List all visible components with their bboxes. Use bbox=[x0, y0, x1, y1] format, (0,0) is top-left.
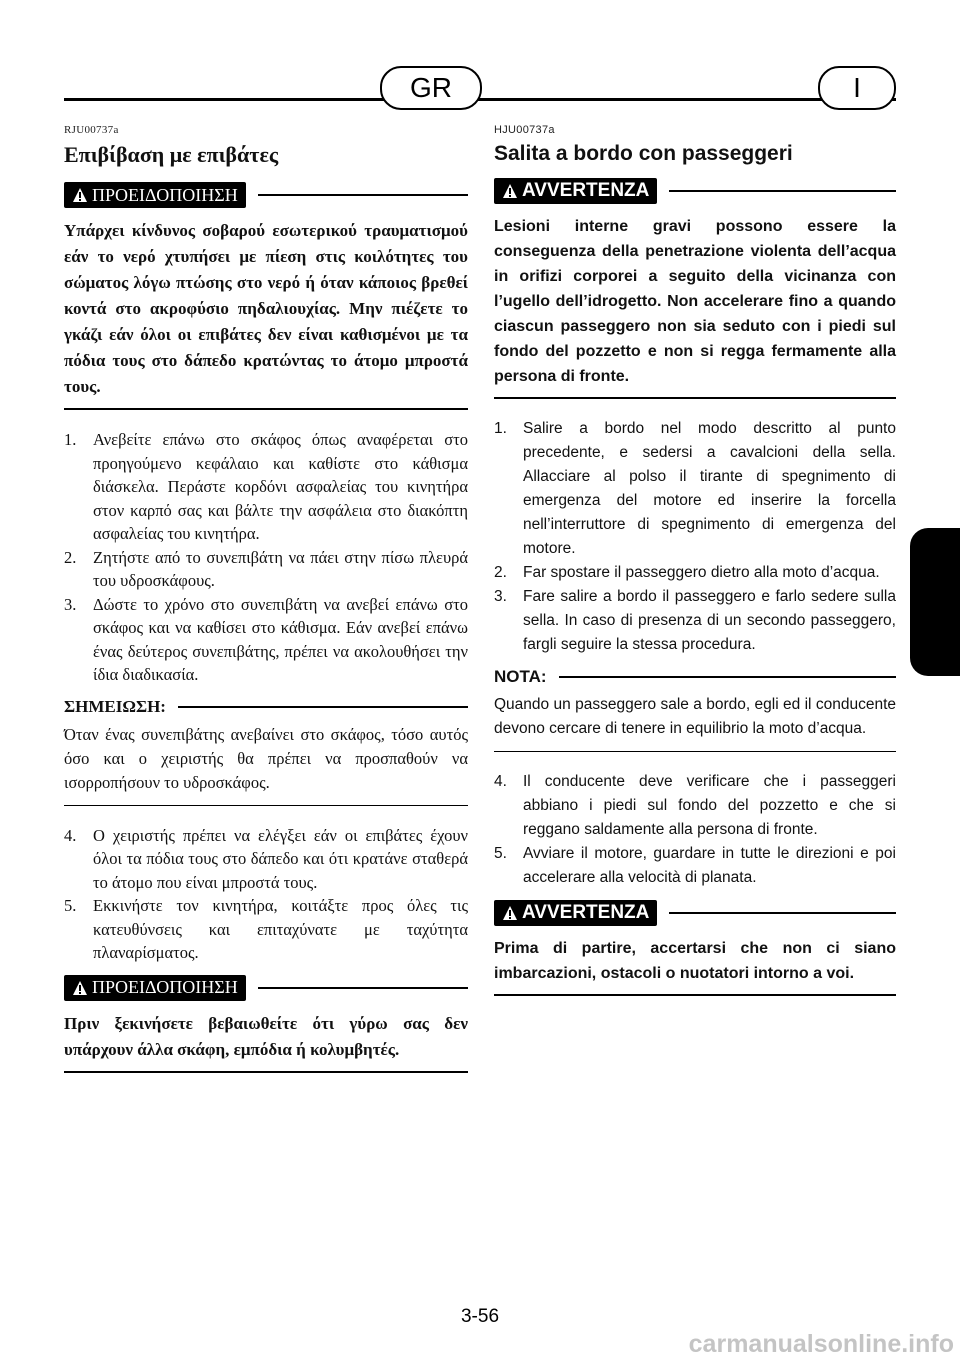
list-item bbox=[494, 842, 896, 890]
step-number: 4. bbox=[494, 773, 507, 790]
section-title: Επιβίβαση με επιβάτες bbox=[64, 142, 279, 167]
note-text: Quando un passeggero sale a bordo, egli ed il conducente devono cercare di tenere in equilibrio la moto d’acqua. bbox=[494, 693, 896, 752]
note-rule bbox=[178, 706, 468, 708]
step-text: Ζητήστε από το συνεπιβάτη να πάει στην πίσω πλευρά του υδροσκάφους. bbox=[93, 547, 468, 590]
language-tab-italian: I bbox=[818, 66, 896, 110]
warning-text: Prima di partire, accertarsi che non ci siano imbarcazioni, ostacoli o nuotatori intorno a voi. bbox=[494, 936, 896, 996]
steps-list bbox=[64, 428, 468, 687]
chapter-thumb-tab bbox=[910, 528, 960, 676]
warning-label: ΠΡΟΕΙΔΟΠΟΙΗΣΗ bbox=[92, 977, 238, 997]
note-header bbox=[494, 667, 896, 687]
warning-rule bbox=[669, 912, 896, 914]
step-number: 2. bbox=[64, 547, 77, 567]
section-code: RJU00737a bbox=[64, 124, 119, 136]
warning-triangle-icon bbox=[72, 980, 88, 996]
step-text: Εκκινήστε τον κινητήρα, κοιτάξτε προς όλες τις κατευθύνσεις και επιταχύνατε με ταχύτητα πλαναρίσματος. bbox=[93, 896, 468, 962]
list-item bbox=[494, 561, 896, 585]
warning-badge bbox=[64, 182, 246, 208]
warning-header bbox=[494, 178, 896, 204]
step-text: Avviare il motore, guardare in tutte le direzioni e poi accelerare alla velocità di planata. bbox=[523, 845, 896, 886]
steps-list-continued bbox=[64, 824, 468, 965]
warning-badge bbox=[64, 975, 246, 1001]
warning-badge bbox=[494, 178, 657, 204]
list-item bbox=[64, 824, 468, 895]
step-text: Ο χειριστής πρέπει να ελέγξει εάν οι επιβάτες έχουν όλοι τα πόδια τους στο δάπεδο και ότι κρατάνε σταθερά το άτομο που είναι μπροστά τους. bbox=[93, 825, 468, 892]
warning-header bbox=[64, 975, 468, 1001]
note-rule bbox=[559, 676, 896, 678]
warning-rule bbox=[258, 987, 468, 989]
warning-header bbox=[494, 900, 896, 926]
warning-label: AVVERTENZA bbox=[522, 902, 650, 923]
list-item bbox=[64, 546, 468, 593]
note-header bbox=[64, 697, 468, 717]
italian-column bbox=[494, 124, 896, 996]
page-number: 3-56 bbox=[460, 1306, 500, 1327]
warning-triangle-icon bbox=[502, 183, 518, 199]
list-item bbox=[64, 428, 468, 546]
greek-column bbox=[64, 124, 468, 1073]
warning-triangle-icon bbox=[72, 187, 88, 203]
warning-rule bbox=[258, 194, 468, 196]
note-label: ΣΗΜΕΙΩΣΗ: bbox=[64, 696, 166, 716]
step-number: 1. bbox=[64, 430, 77, 449]
warning-text: Υπάρχει κίνδυνος σοβαρού εσωτερικού τραυματισμού εάν το νερό χτυπήσει με πίεση στις κοιλότητες του σώματος λόγω πτώσης στο νερό ή όταν κάποιος βρεθεί κοντά στο ακροφύσιο πηδαλιουχίας. Μην πιέζετε το γκάζι εάν όλοι οι επιβάτες δεν είναι καθισμένοι με τα πόδια τους στο δάπεδο κρατώντας το άτομο μπροστά τους. bbox=[64, 218, 468, 410]
warning-text: Lesioni interne gravi possono essere la conseguenza della penetrazione violenta dell’acqua in orifizi corporei a seguito della vicinanza con l’ugello dell’idrogetto. Non accelerare fino a quando ciascun passeggero non sia seduto con i piedi sul fondo del pozzetto e non si regga fermamente alla persona di fronte. bbox=[494, 214, 896, 399]
warning-label: ΠΡΟΕΙΔΟΠΟΙΗΣΗ bbox=[92, 184, 238, 205]
warning-text: Πριν ξεκινήσετε βεβαιωθείτε ότι γύρω σας δεν υπάρχουν άλλα σκάφη, εμπόδια ή κολυμβητές. bbox=[64, 1011, 468, 1073]
list-item bbox=[494, 417, 896, 561]
header-rule bbox=[64, 98, 896, 101]
warning-badge bbox=[494, 900, 657, 926]
list-item bbox=[494, 585, 896, 657]
step-number: 2. bbox=[494, 564, 507, 581]
warning-header bbox=[64, 182, 468, 208]
note-label: NOTA: bbox=[494, 667, 547, 686]
warning-rule bbox=[669, 190, 896, 192]
watermark: carmanualsonline.info bbox=[688, 1330, 954, 1358]
list-item bbox=[494, 770, 896, 842]
step-number: 5. bbox=[494, 845, 507, 862]
step-text: Ανεβείτε επάνω στο σκάφος όπως αναφέρεται στο προηγούμενο κεφάλαιο και καθίστε στο κάθισμα διάσκελα. Περάστε κορδόνι ασφαλείας του κινητήρα στον καρπό σας και βάλτε την ασφάλεια στο διακόπτη ασφαλείας του κινητήρα. bbox=[93, 430, 468, 543]
step-number: 5. bbox=[64, 896, 77, 915]
steps-list bbox=[494, 417, 896, 657]
warning-label: AVVERTENZA bbox=[522, 180, 650, 201]
step-number: 3. bbox=[494, 588, 507, 605]
steps-list-continued bbox=[494, 770, 896, 890]
list-item bbox=[64, 593, 468, 687]
step-text: Far spostare il passeggero dietro alla moto d’acqua. bbox=[523, 564, 880, 581]
warning-triangle-icon bbox=[502, 905, 518, 921]
step-number: 4. bbox=[64, 825, 77, 845]
section-code: HJU00737a bbox=[494, 124, 555, 136]
language-tab-greek: GR bbox=[380, 66, 482, 110]
step-text: Fare salire a bordo il passeggero e farlo sedere sulla sella. In caso di presenza di un secondo passeggero, fargli seguire la stessa procedura. bbox=[523, 588, 896, 653]
step-number: 3. bbox=[64, 594, 77, 614]
step-text: Δώστε το χρόνο στο συνεπιβάτη να ανεβεί επάνω στο σκάφος και να καθίσει στο κάθισμα. Εάν ανεβεί επάνω ένας δεύτερος συνεπιβάτης, πρέπει να ακολουθήσει την ίδια διαδικασία. bbox=[93, 594, 468, 684]
list-item bbox=[64, 894, 468, 965]
step-text: Salire a bordo nel modo descritto al punto precedente, e sedersi a cavalcioni della sella. Allacciare al polso il tirante di spegnimento di emergenza del motore ed inserire la forcella nell’interruttore di spegnimento di emergenza del motore. bbox=[523, 420, 896, 557]
note-text: Όταν ένας συνεπιβάτης ανεβαίνει στο σκάφος, τόσο αυτός όσο και ο χειριστής θα πρέπει να προσπαθούν να ισορροπήσουν το υδροσκάφος. bbox=[64, 723, 468, 806]
step-number: 1. bbox=[494, 420, 507, 437]
step-text: Il conducente deve verificare che i passeggeri abbiano i piedi sul fondo del pozzetto e che si reggano saldamente alla persona di fronte. bbox=[523, 773, 896, 838]
section-title: Salita a bordo con passeggeri bbox=[494, 142, 793, 165]
